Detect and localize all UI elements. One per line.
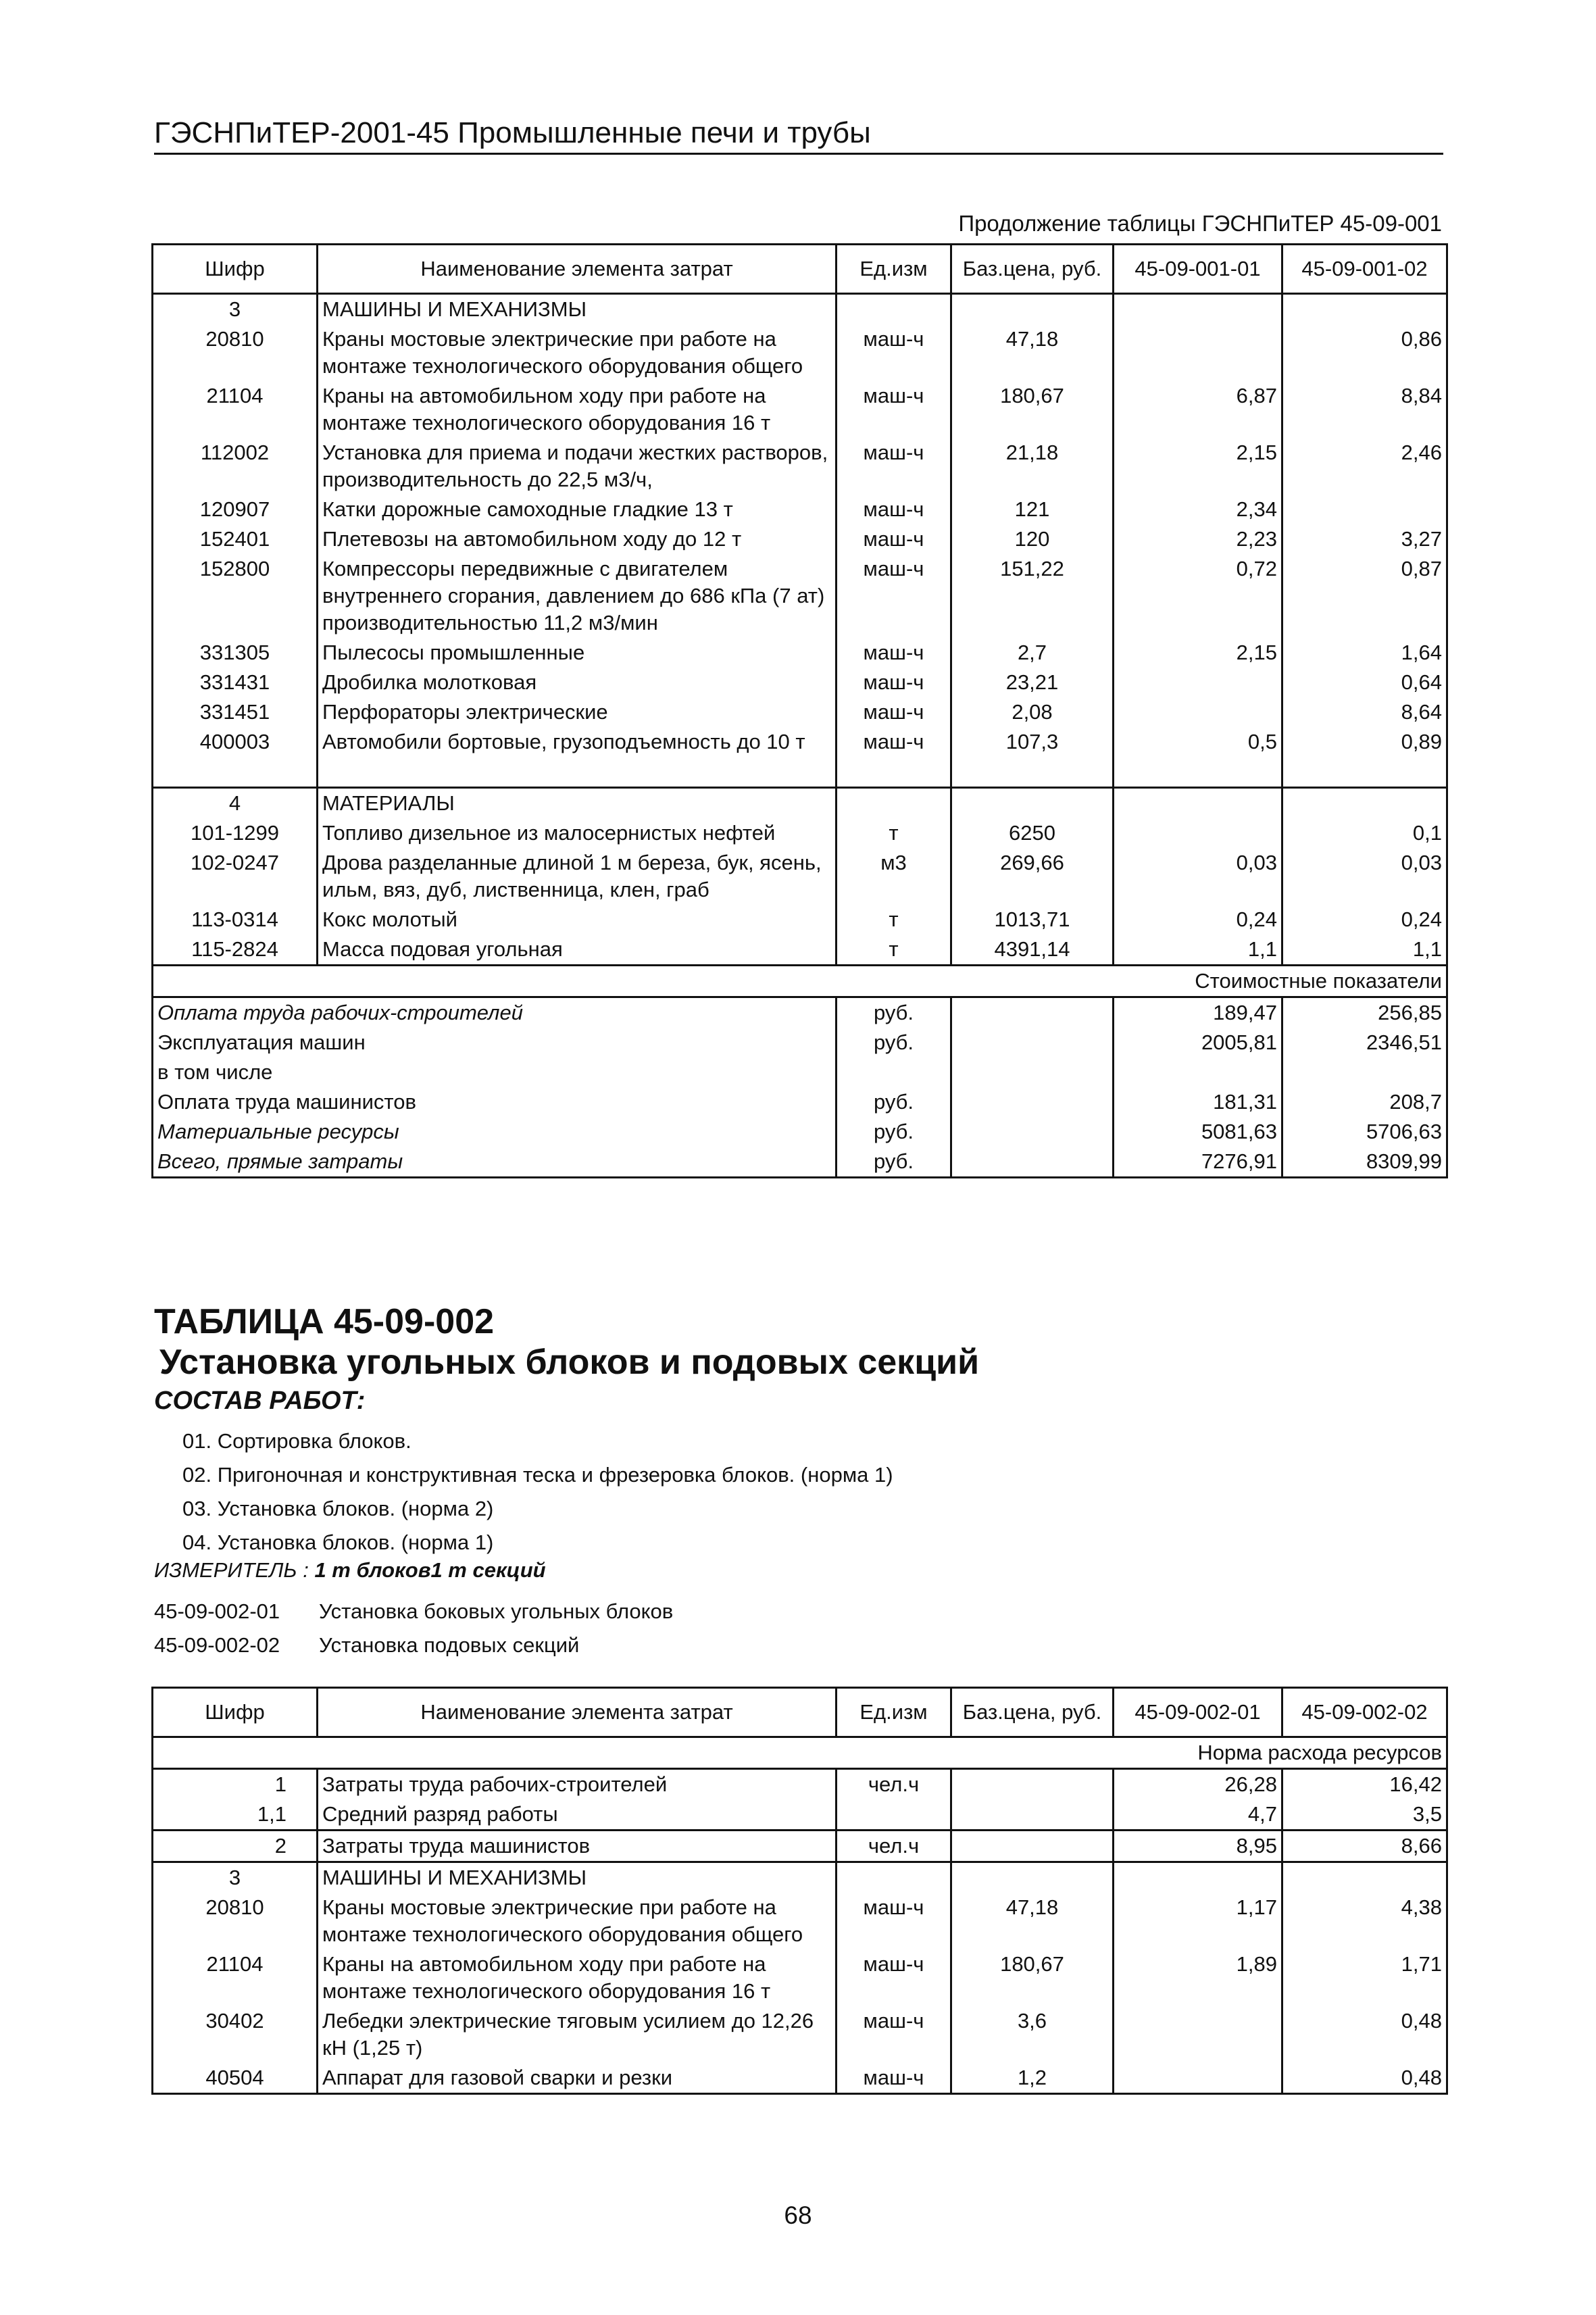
table-cell: Масса подовая угольная	[318, 935, 837, 966]
empty-cell	[1282, 294, 1447, 325]
work-steps	[182, 1424, 893, 1560]
table-cell: Дробилка молотковая	[318, 668, 837, 697]
table-cell: т	[837, 935, 951, 966]
table-cell: 0,72	[1114, 554, 1282, 638]
empty-cell	[951, 997, 1114, 1028]
table-cell: Краны на автомобильном ходу при работе на монтаже технологического оборудования 16 т	[318, 381, 837, 438]
empty-cell	[951, 1028, 1114, 1057]
section-code: 3	[153, 1862, 318, 1893]
table-cell: 1,89	[1114, 1949, 1282, 2006]
norm-code-line	[154, 1628, 673, 1662]
table-cell: 4,7	[1114, 1799, 1282, 1831]
section-name: МАШИНЫ И МЕХАНИЗМЫ	[318, 294, 837, 325]
table-cell: маш-ч	[837, 1893, 951, 1949]
table-title: Установка угольных блоков и подовых секций	[159, 1343, 980, 1382]
table-cell: 101-1299	[153, 818, 318, 848]
table-row	[153, 935, 1447, 966]
table-cell: 180,67	[951, 381, 1114, 438]
table-cell: Краны мостовые электрические при работе на монтаже технологического оборудования общего	[318, 1893, 837, 1949]
table-cell: 0,03	[1282, 848, 1447, 905]
table-number: ТАБЛИЦА 45-09-002	[154, 1302, 495, 1341]
table-cell: маш-ч	[837, 638, 951, 668]
empty-cell	[153, 757, 318, 788]
table-cell: маш-ч	[837, 2006, 951, 2063]
table-cell: 0,24	[1282, 905, 1447, 935]
empty-cell	[1282, 1862, 1447, 1893]
band-label: Норма расхода ресурсов	[153, 1737, 1447, 1769]
table-cell: 1,1	[153, 1799, 318, 1831]
table-cell: 121	[951, 495, 1114, 524]
table-row	[153, 381, 1447, 438]
totals-value: 5706,63	[1282, 1117, 1447, 1147]
totals-value: 2005,81	[1114, 1028, 1282, 1057]
table-cell	[951, 1769, 1114, 1800]
table-cell: 400003	[153, 727, 318, 757]
table-cell: 2,15	[1114, 638, 1282, 668]
totals-unit: руб.	[837, 1087, 951, 1117]
table-cell: маш-ч	[837, 1949, 951, 2006]
table-cell: 8,64	[1282, 697, 1447, 727]
table-cell: 8,84	[1282, 381, 1447, 438]
page-number: 68	[784, 2201, 812, 2229]
column-header: 45-09-001-02	[1282, 245, 1447, 294]
table-cell: Автомобили бортовые, грузоподъемность до 10 т	[318, 727, 837, 757]
table-cell: 0,03	[1114, 848, 1282, 905]
section-code: 3	[153, 294, 318, 325]
empty-cell	[318, 757, 837, 788]
table-cell: 0,87	[1282, 554, 1447, 638]
totals-row	[153, 1087, 1447, 1117]
totals-row	[153, 1057, 1447, 1087]
empty-cell	[951, 1057, 1114, 1087]
table-cell: 120	[951, 524, 1114, 554]
band-row	[153, 1737, 1447, 1769]
table-cell: 47,18	[951, 1893, 1114, 1949]
empty-cell	[951, 1862, 1114, 1893]
table-cell: 120907	[153, 495, 318, 524]
table-cell: 152800	[153, 554, 318, 638]
table-cell: 16,42	[1282, 1769, 1447, 1800]
table-cell: 26,28	[1114, 1769, 1282, 1800]
totals-value: 181,31	[1114, 1087, 1282, 1117]
table-cell: 8,95	[1114, 1831, 1282, 1862]
table-row	[153, 1769, 1447, 1800]
table-cell: Средний разряд работы	[318, 1799, 837, 1831]
table-cell: 331305	[153, 638, 318, 668]
table-row	[153, 1799, 1447, 1831]
table-cell: Затраты труда рабочих-строителей	[318, 1769, 837, 1800]
totals-unit: руб.	[837, 997, 951, 1028]
table-cell: 21104	[153, 381, 318, 438]
table-cell: Кокс молотый	[318, 905, 837, 935]
table-cell: 6,87	[1114, 381, 1282, 438]
table-cell: 0,48	[1282, 2063, 1447, 2094]
section-row	[153, 294, 1447, 325]
table-cell: 1013,71	[951, 905, 1114, 935]
table-cell: маш-ч	[837, 2063, 951, 2094]
table-row	[153, 1893, 1447, 1949]
resource-table-45-09-001	[151, 243, 1448, 1178]
resource-table-45-09-002	[151, 1687, 1448, 2095]
table-cell: маш-ч	[837, 381, 951, 438]
section-row	[153, 788, 1447, 819]
column-header: 45-09-002-02	[1282, 1688, 1447, 1737]
table-cell: 4391,14	[951, 935, 1114, 966]
table-cell: м3	[837, 848, 951, 905]
empty-cell	[951, 1087, 1114, 1117]
column-header: 45-09-002-01	[1114, 1688, 1282, 1737]
table-cell	[951, 1831, 1114, 1862]
section-name: МАТЕРИАЛЫ	[318, 788, 837, 819]
table-cell: 2	[153, 1831, 318, 1862]
table-cell: т	[837, 905, 951, 935]
column-header: Наименование элемента затрат	[318, 245, 837, 294]
table-cell: 21,18	[951, 438, 1114, 495]
empty-cell	[951, 788, 1114, 819]
table-cell: 2,34	[1114, 495, 1282, 524]
table-cell	[1114, 2006, 1282, 2063]
table-row	[153, 2063, 1447, 2094]
norm-code: 45-09-002-02	[154, 1633, 280, 1657]
totals-unit: руб.	[837, 1117, 951, 1147]
table-row	[153, 2006, 1447, 2063]
table-cell: 3,5	[1282, 1799, 1447, 1831]
table-cell: Компрессоры передвижные с двигателем внутреннего сгорания, давлением до 686 кПа (7 ат) производительностью 11,2 м3/мин	[318, 554, 837, 638]
totals-unit: руб.	[837, 1147, 951, 1178]
totals-label: Оплата труда рабочих-строителей	[153, 997, 837, 1028]
table-row	[153, 638, 1447, 668]
table-cell: Краны мостовые электрические при работе на монтаже технологического оборудования общего	[318, 324, 837, 381]
table-row	[153, 848, 1447, 905]
column-header: 45-09-001-01	[1114, 245, 1282, 294]
table-cell: 331451	[153, 697, 318, 727]
totals-unit: руб.	[837, 1028, 951, 1057]
table-cell: 20810	[153, 1893, 318, 1949]
work-step: 02. Пригоночная и конструктивная теска и фрезеровка блоков. (норма 1)	[182, 1463, 893, 1487]
table-cell: 3,27	[1282, 524, 1447, 554]
table-cell: 112002	[153, 438, 318, 495]
measurement-unit: ИЗМЕРИТЕЛЬ : 1 т блоков1 т секций	[154, 1558, 546, 1582]
empty-cell	[951, 757, 1114, 788]
table-cell: 30402	[153, 2006, 318, 2063]
totals-label: Материальные ресурсы	[153, 1117, 837, 1147]
table-cell: 1,2	[951, 2063, 1114, 2094]
table-cell: 0,48	[1282, 2006, 1447, 2063]
table-cell: 47,18	[951, 324, 1114, 381]
table-cell: 331431	[153, 668, 318, 697]
totals-label: Оплата труда машинистов	[153, 1087, 837, 1117]
totals-label: Эксплуатация машин	[153, 1028, 837, 1057]
table-row	[153, 1831, 1447, 1862]
table-cell: маш-ч	[837, 554, 951, 638]
norm-codes	[154, 1595, 673, 1662]
table-cell	[1114, 697, 1282, 727]
table-cell: 180,67	[951, 1949, 1114, 2006]
table-cell: 0,5	[1114, 727, 1282, 757]
empty-cell	[1114, 294, 1282, 325]
table-cell: 20810	[153, 324, 318, 381]
totals-row	[153, 997, 1447, 1028]
table-row	[153, 524, 1447, 554]
table-cell: чел.ч	[837, 1769, 951, 1800]
band-label: Стоимостные показатели	[153, 966, 1447, 997]
empty-cell	[837, 294, 951, 325]
empty-cell	[951, 1147, 1114, 1178]
table-cell: Катки дорожные самоходные гладкие 13 т	[318, 495, 837, 524]
continuation-note: Продолжение таблицы ГЭСНПиТЕР 45-09-001	[958, 211, 1442, 236]
table-cell: 269,66	[951, 848, 1114, 905]
table-row	[153, 697, 1447, 727]
table-cell	[1282, 495, 1447, 524]
table-row	[153, 1949, 1447, 2006]
table-cell: 21104	[153, 1949, 318, 2006]
section-row	[153, 1862, 1447, 1893]
totals-value: 208,7	[1282, 1087, 1447, 1117]
table-cell: 1,1	[1114, 935, 1282, 966]
table-cell: Топливо дизельное из малосернистых нефтей	[318, 818, 837, 848]
norm-description: Установка подовых секций	[319, 1633, 580, 1657]
totals-value: 2346,51	[1282, 1028, 1447, 1057]
page-header: ГЭСНПиТЕР-2001-45 Промышленные печи и трубы	[154, 116, 1443, 155]
table-cell	[1114, 818, 1282, 848]
totals-label: Всего, прямые затраты	[153, 1147, 837, 1178]
table-cell: 115-2824	[153, 935, 318, 966]
table-cell: 1	[153, 1769, 318, 1800]
table-cell: 0,86	[1282, 324, 1447, 381]
work-step: 01. Сортировка блоков.	[182, 1429, 412, 1453]
table-cell: 152401	[153, 524, 318, 554]
norm-code-line	[154, 1595, 673, 1628]
empty-cell	[951, 1117, 1114, 1147]
totals-value: 7276,91	[1114, 1147, 1282, 1178]
table-cell: 0,64	[1282, 668, 1447, 697]
section-name: МАШИНЫ И МЕХАНИЗМЫ	[318, 1862, 837, 1893]
band-row	[153, 966, 1447, 997]
totals-row	[153, 1147, 1447, 1178]
table-cell: Затраты труда машинистов	[318, 1831, 837, 1862]
totals-value: 8309,99	[1282, 1147, 1447, 1178]
table-cell: Дрова разделанные длиной 1 м береза, бук, ясень, ильм, вяз, дуб, лиственница, клен, граб	[318, 848, 837, 905]
table-cell: 6250	[951, 818, 1114, 848]
table-row	[153, 324, 1447, 381]
table-cell: 23,21	[951, 668, 1114, 697]
table-cell: 0,24	[1114, 905, 1282, 935]
norm-code: 45-09-002-01	[154, 1599, 280, 1623]
table-cell: 4,38	[1282, 1893, 1447, 1949]
table-cell	[951, 1799, 1114, 1831]
table-cell: 1,1	[1282, 935, 1447, 966]
table-cell: Плетевозы на автомобильном ходу до 12 т	[318, 524, 837, 554]
totals-value: 256,85	[1282, 997, 1447, 1028]
totals-value: 5081,63	[1114, 1117, 1282, 1147]
work-composition-heading: СОСТАВ РАБОТ:	[154, 1387, 366, 1415]
table-cell	[837, 1799, 951, 1831]
column-header: Наименование элемента затрат	[318, 1688, 837, 1737]
table-cell: 3,6	[951, 2006, 1114, 2063]
table-cell: 0,89	[1282, 727, 1447, 757]
totals-row	[153, 1117, 1447, 1147]
totals-value: 189,47	[1114, 997, 1282, 1028]
table-row	[153, 495, 1447, 524]
column-header: Баз.цена, руб.	[951, 1688, 1114, 1737]
table-cell: Установка для приема и подачи жестких растворов, производительность до 22,5 м3/ч,	[318, 438, 837, 495]
column-header: Шифр	[153, 245, 318, 294]
section-code: 4	[153, 788, 318, 819]
table-cell: Аппарат для газовой сварки и резки	[318, 2063, 837, 2094]
table-cell: Лебедки электрические тяговым усилием до 12,26 кН (1,25 т)	[318, 2006, 837, 2063]
table-cell: т	[837, 818, 951, 848]
table-cell: чел.ч	[837, 1831, 951, 1862]
table-cell: маш-ч	[837, 324, 951, 381]
table-cell: маш-ч	[837, 727, 951, 757]
table-cell: 2,23	[1114, 524, 1282, 554]
table-cell: Краны на автомобильном ходу при работе на монтаже технологического оборудования 16 т	[318, 1949, 837, 2006]
totals-value	[1114, 1057, 1282, 1087]
table-cell: 107,3	[951, 727, 1114, 757]
totals-label: в том числе	[153, 1057, 837, 1087]
empty-cell	[837, 788, 951, 819]
norm-description: Установка боковых угольных блоков	[319, 1599, 674, 1623]
empty-cell	[1114, 788, 1282, 819]
table-row	[153, 554, 1447, 638]
empty-cell	[1282, 788, 1447, 819]
empty-cell	[951, 294, 1114, 325]
table-row	[153, 668, 1447, 697]
totals-value	[1282, 1057, 1447, 1087]
table-cell	[1114, 668, 1282, 697]
empty-cell	[1114, 757, 1282, 788]
work-step: 03. Установка блоков. (норма 2)	[182, 1497, 494, 1520]
table-row	[153, 727, 1447, 757]
totals-unit	[837, 1057, 951, 1087]
table-row	[153, 818, 1447, 848]
table-cell: маш-ч	[837, 438, 951, 495]
table-cell: 40504	[153, 2063, 318, 2094]
table-cell: 2,15	[1114, 438, 1282, 495]
table-cell: 1,17	[1114, 1893, 1282, 1949]
table-cell: 102-0247	[153, 848, 318, 905]
column-header: Ед.изм	[837, 245, 951, 294]
empty-cell	[837, 1862, 951, 1893]
table-cell: маш-ч	[837, 495, 951, 524]
column-header: Ед.изм	[837, 1688, 951, 1737]
work-step: 04. Установка блоков. (норма 1)	[182, 1530, 494, 1554]
table-cell: 1,64	[1282, 638, 1447, 668]
empty-cell	[1282, 757, 1447, 788]
spacer-row	[153, 757, 1447, 788]
table-cell: 0,1	[1282, 818, 1447, 848]
table-cell: 2,46	[1282, 438, 1447, 495]
table-cell: маш-ч	[837, 524, 951, 554]
table-cell: 2,08	[951, 697, 1114, 727]
table-cell	[1114, 324, 1282, 381]
table-row	[153, 438, 1447, 495]
empty-cell	[1114, 1862, 1282, 1893]
table-cell: маш-ч	[837, 668, 951, 697]
empty-cell	[837, 757, 951, 788]
table-cell: 2,7	[951, 638, 1114, 668]
table-cell: 8,66	[1282, 1831, 1447, 1862]
column-header: Баз.цена, руб.	[951, 245, 1114, 294]
column-header: Шифр	[153, 1688, 318, 1737]
table-cell: 113-0314	[153, 905, 318, 935]
table-cell	[1114, 2063, 1282, 2094]
table-cell: Пылесосы промышленные	[318, 638, 837, 668]
table-cell: маш-ч	[837, 697, 951, 727]
table-cell: Перфораторы электрические	[318, 697, 837, 727]
table-row	[153, 905, 1447, 935]
table-cell: 151,22	[951, 554, 1114, 638]
table-cell: 1,71	[1282, 1949, 1447, 2006]
totals-row	[153, 1028, 1447, 1057]
